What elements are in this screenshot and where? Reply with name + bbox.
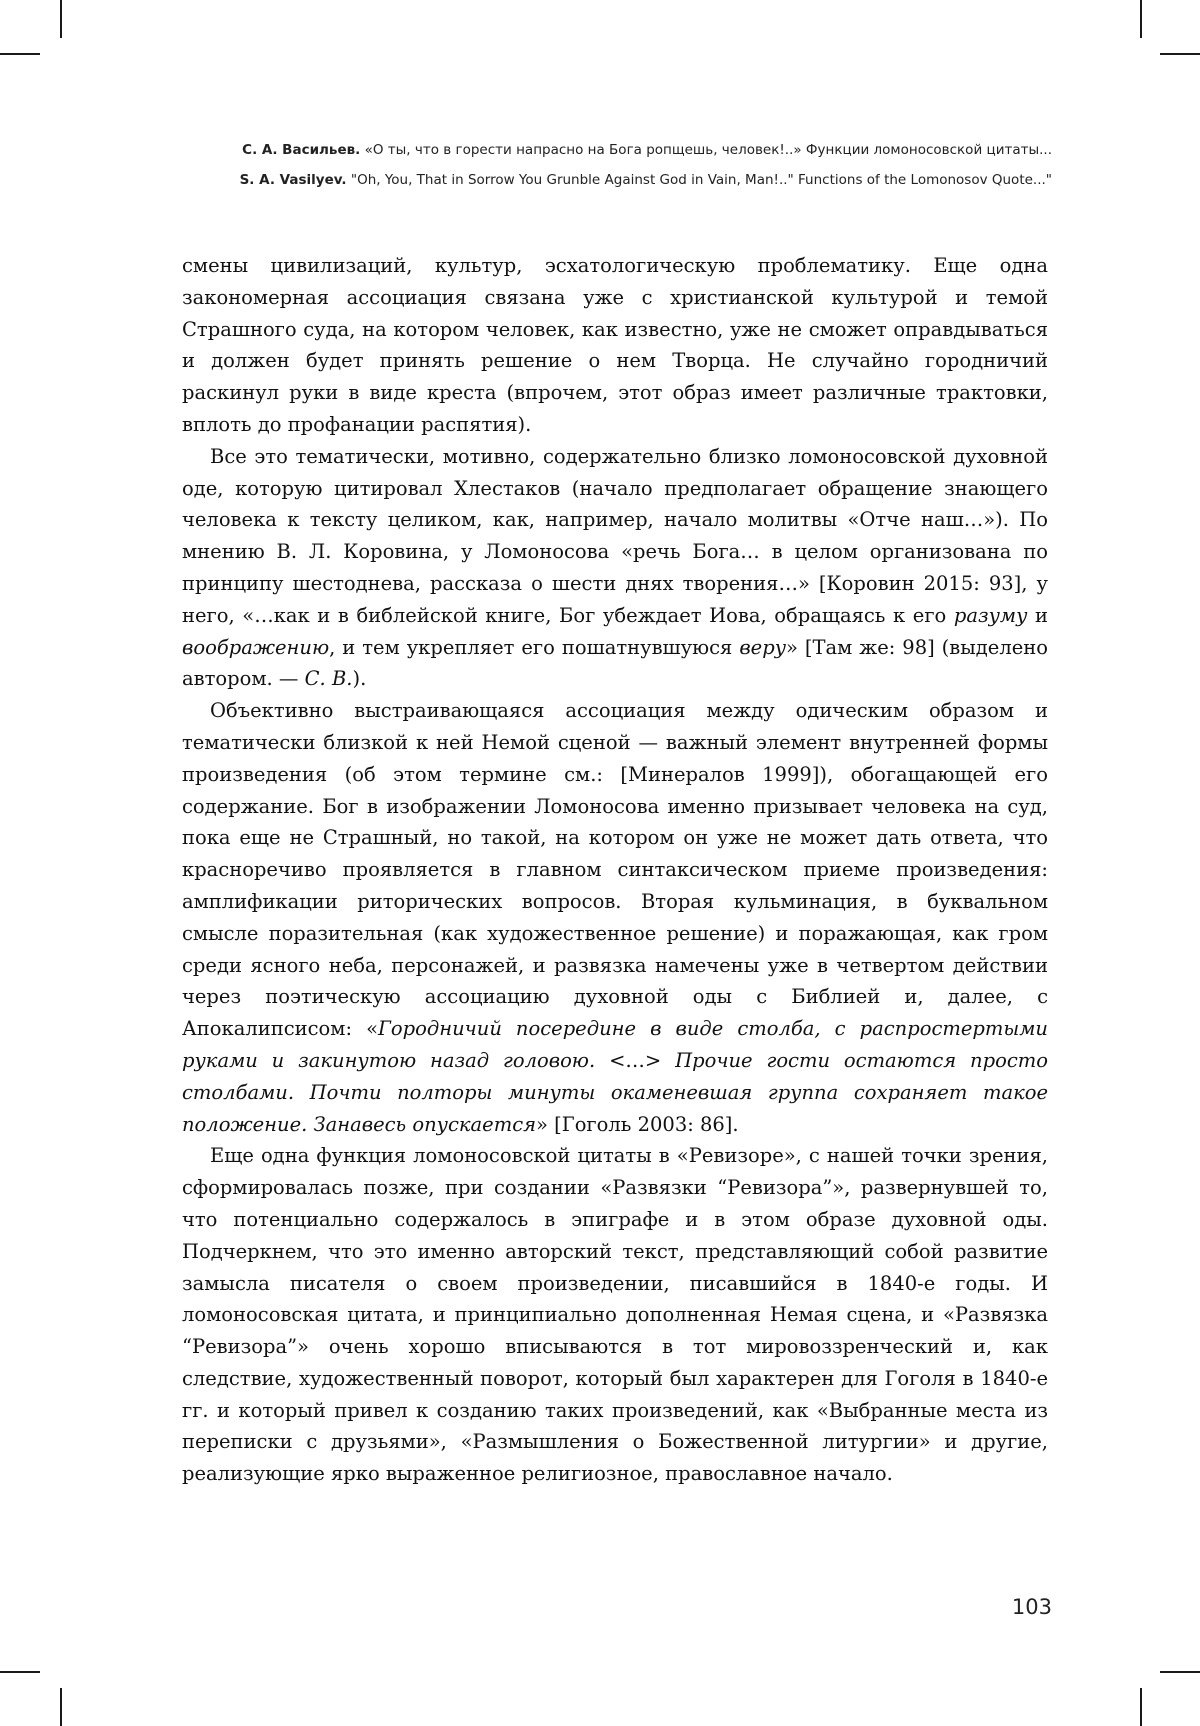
text-segment: и: [1027, 603, 1049, 627]
crop-mark-bottom-left-vertical: [60, 1688, 62, 1726]
running-head-ru-author: С. А. Васильев.: [242, 142, 361, 158]
crop-mark-bottom-right-vertical: [1140, 1688, 1142, 1726]
text-segment: Еще одна функция ломоносовской цитаты в «Ревизоре», с нашей точки зрения, сформировалась позже, при создании «Развязки “Ревизора”», развернувшей то, что потенциально содержалось в эпиграфе и в этом образе духовной оды. Подчеркнем, что это именно авторский текст, представляющий собой развитие замысла писателя о своем произведении, писавшийся в 1840-е годы. И ломоносовская цитата, и принципиально дополненная Немая сцена, и «Развязка “Ревизора”» очень хорошо вписываются в тот мировоззренческий и, как следствие, художественный поворот, который был характерен для Гоголя в 1840-е гг. и который привел к созданию таких произведений, как «Выбранные места из переписки с друзьями», «Размышления о Божественной литургии» и другие, реализующие ярко выраженное религиозное, православное начало.: [182, 1144, 1048, 1486]
text-segment: , и тем укрепляет его пошатнувшуюся: [329, 635, 740, 659]
running-head: [152, 135, 1052, 195]
italic-text: Городничий посередине в виде столба, с распростертыми руками и закинутою назад головою.: [182, 1017, 1048, 1072]
text-segment: » [Там же: 98] (выделено автором. —: [182, 635, 1048, 691]
crop-mark-bottom-right-horizontal: [1160, 1671, 1200, 1673]
crop-mark-top-right-vertical: [1140, 0, 1142, 38]
paragraph: [182, 695, 1048, 1140]
italic-text: Прочие гости остаются просто столбами. Почти полторы минуты окаменевшая группа сохраняет такое положение. Занавесь опускается: [182, 1048, 1048, 1136]
running-head-english: [152, 165, 1052, 195]
text-segment: Объективно выстраивающаяся ассоциация между одическим образом и тематически близкой к ней Немой сценой — важный элемент внутренней формы произведения (об этом термине см.: [Минералов 1999]), обогащающей его содержание. Бог в изображении Ломоносова именно призывает человека на суд, пока еще не Страшный, но такой, на котором он уже не может дать ответа, что красноречиво проявляется в главном синтаксическом приеме произведения: амплификации риторических вопросов. Вторая кульминация, в буквальном смысле поразительная (как художественное решение) и поражающая, как гром среди ясного неба, персонажей, и развязка намечены уже в четвертом действии через поэтическую ассоциацию духовной оды с Библией и, далее, с Апокалипсисом: «: [182, 699, 1048, 1041]
paragraph: [182, 250, 1048, 441]
italic-text: разуму: [953, 603, 1028, 627]
running-head-russian: [152, 135, 1052, 165]
running-head-en-author: S. A. Vasilyev.: [239, 172, 347, 188]
italic-text: С. В.: [304, 667, 353, 691]
running-head-ru-title: «О ты, что в горести напрасно на Бога ропщешь, человек!..» Функции ломоносовской цитаты...: [364, 142, 1052, 158]
crop-mark-top-left-vertical: [60, 0, 62, 38]
italic-text: воображению: [182, 635, 330, 659]
text-segment: ).: [352, 667, 367, 691]
italic-text: веру: [739, 635, 787, 659]
running-head-en-title: "Oh, You, That in Sorrow You Grunble Against God in Vain, Man!.." Functions of the Lomonosov Quote...": [350, 172, 1052, 188]
page-number: 103: [1011, 1595, 1052, 1619]
crop-mark-top-left-horizontal: [0, 53, 40, 55]
paragraph: [182, 1140, 1048, 1490]
crop-mark-bottom-left-horizontal: [0, 1671, 40, 1673]
body-text: [182, 250, 1048, 1490]
text-segment: » [Гоголь 2003: 86].: [536, 1112, 739, 1136]
crop-mark-top-right-horizontal: [1160, 53, 1200, 55]
text-segment: <…>: [609, 1048, 676, 1072]
paragraph: [182, 441, 1048, 695]
text-segment: смены цивилизаций, культур, эсхатологическую проблематику. Еще одна закономерная ассоциация связана уже с христианской культурой и темой Страшного суда, на котором человек, как известно, уже не сможет оправдываться и должен будет принять решение о нем Творца. Не случайно городничий раскинул руки в виде креста (впрочем, этот образ имеет различные трактовки, вплоть до профанации распятия).: [182, 254, 1048, 436]
text-segment: Все это тематически, мотивно, содержательно близко ломоносовской духовной оде, которую цитировал Хлестаков (начало предполагает обращение знающего человека к тексту целиком, как, например, начало молитвы «Отче наш…»). По мнению В. Л. Коровина, у Ломоносова «речь Бога… в целом организована по принципу шестоднева, рассказа о шести днях творения…» [Коровин 2015: 93], у него, «…как и в библейской книге, Бог убеждает Иова, обращаясь к его: [182, 444, 1048, 627]
